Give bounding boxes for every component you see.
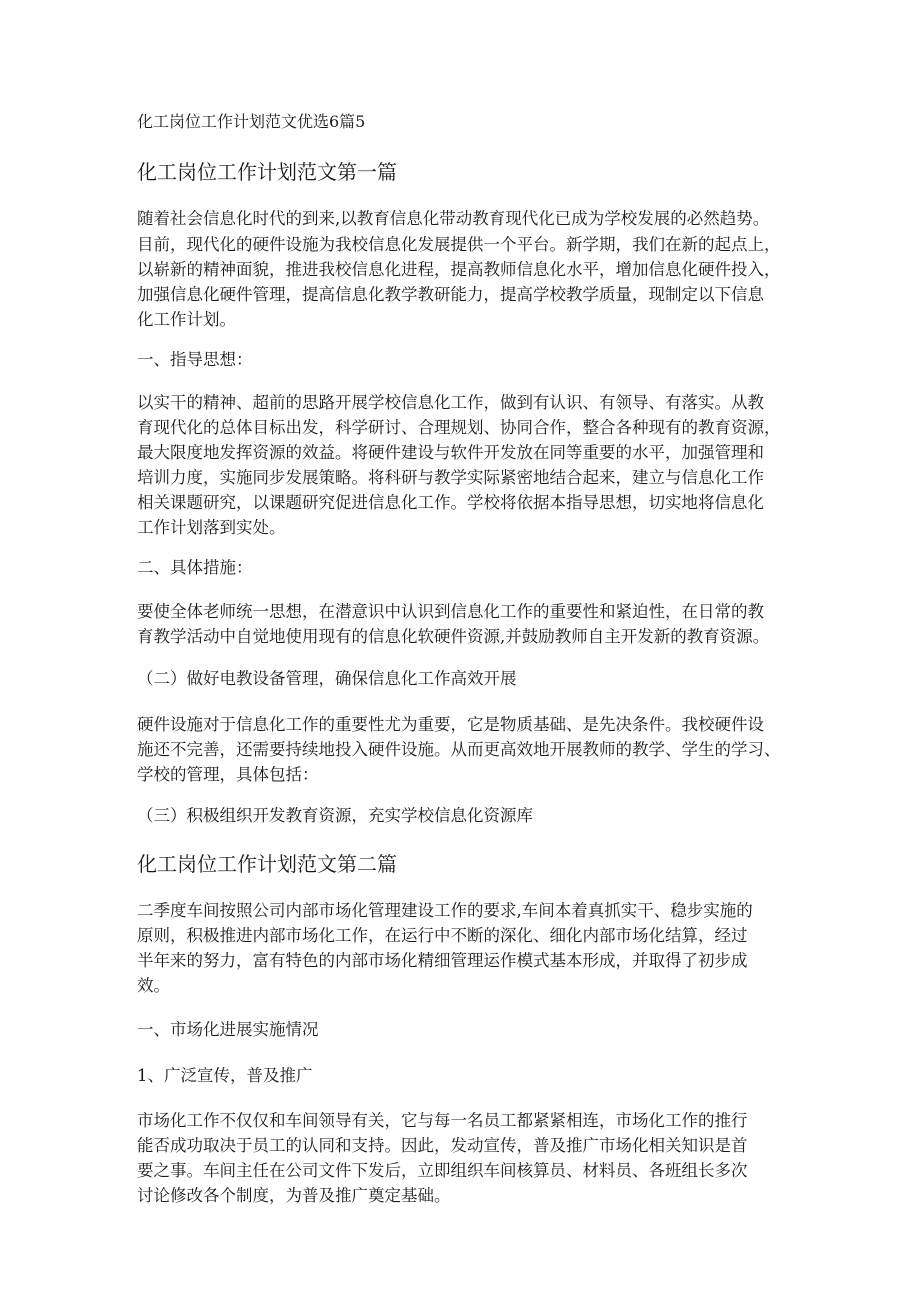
article2-item1-title: 1、广泛宣传，普及推广: [137, 1066, 313, 1085]
article2-intro-line: 二季度车间按照公司内部市场化管理建设工作的要求,车间本着真抓实干、稳步实施的: [137, 901, 753, 920]
article1-sub2-line: 硬件设施对于信息化工作的重要性尤为重要，它是物质基础、是先决条件。我校硬件设: [137, 715, 764, 734]
article2-intro-line: 原则，积极推进内部市场化工作，在运行中不断的深化、细化内部市场化结算，经过: [137, 926, 748, 945]
article1-section1-line: 工作计划落到实处。: [137, 518, 286, 537]
article1-section2-line: 要使全体老师统一思想，在潜意识中认识到信息化工作的重要性和紧迫性，在日常的教: [137, 602, 764, 621]
article2-section1-title: 一、市场化进展实施情况: [137, 1020, 319, 1039]
article1-intro-line: 目前，现代化的硬件设施为我校信息化发展提供一个平台。新学期，我们在新的起点上，: [137, 235, 781, 254]
article2-heading: 化工岗位工作计划范文第二篇: [137, 852, 397, 876]
article1-section1-line: 以实干的精神、超前的思路开展学校信息化工作，做到有认识、有领导、有落实。从教: [137, 393, 764, 412]
article1-section2-title: 二、具体措施：: [137, 558, 253, 577]
article1-section1-line: 最大限度地发挥资源的效益。将硬件建设与软件开发放在同等重要的水平，加强管理和: [137, 443, 764, 462]
article1-section1-title: 一、指导思想：: [137, 350, 253, 369]
article1-section2-line: 育教学活动中自觉地使用现有的信息化软硬件资源,并鼓励教师自主开发新的教育资源。: [137, 627, 770, 646]
article1-intro-line: 加强信息化硬件管理，提高信息化教学教研能力，提高学校教学质量，现制定以下信息: [137, 285, 764, 304]
article1-section1-line: 育现代化的总体目标出发，科学研讨、合理规划、协同合作，整合各种现有的教育资源，: [137, 418, 781, 437]
article1-section1-line: 相关课题研究，以课题研究促进信息化工作。学校将依据本指导思想，切实地将信息化: [137, 493, 764, 512]
article1-intro-line: 以崭新的精神面貌，推进我校信息化进程，提高教师信息化水平，增加信息化硬件投入，: [137, 260, 781, 279]
article1-section1-line: 培训力度，实施同步发展策略。将科研与教学实际紧密地结合起来，建立与信息化工作: [137, 468, 764, 487]
article1-sub2-line: 学校的管理，具体包括：: [137, 765, 319, 784]
article1-sub2-title: （二）做好电教设备管理，确保信息化工作高效开展: [137, 669, 517, 688]
article2-intro-line: 半年来的努力，富有特色的内部市场化精细管理运作模式基本形成，并取得了初步成: [137, 951, 748, 970]
article1-sub3-title: （三）积极组织开发教育资源，充实学校信息化资源库: [137, 806, 533, 825]
article1-intro-line: 随着社会信息化时代的到来,以教育信息化带动教育现代化已成为学校发展的必然趋势。: [137, 209, 770, 228]
article2-item1-line: 市场化工作不仅仅和车间领导有关，它与每一名员工都紧紧相连，市场化工作的推行: [137, 1111, 748, 1130]
article1-heading: 化工岗位工作计划范文第一篇: [137, 160, 397, 184]
document-title: 化工岗位工作计划范文优选6篇5: [137, 112, 366, 131]
article2-intro-line: 效。: [137, 976, 170, 995]
article1-sub2-line: 施还不完善，还需要持续地投入硬件设施。从而更高效地开展教师的教学、学生的学习、: [137, 740, 781, 759]
article2-item1-line: 能否成功取决于员工的认同和支持。因此，发动宣传，普及推广市场化相关知识是首: [137, 1136, 748, 1155]
article2-item1-line: 讨论修改各个制度，为普及推广奠定基础。: [137, 1186, 451, 1205]
article2-item1-line: 要之事。车间主任在公司文件下发后，立即组织车间核算员、材料员、各班组长多次: [137, 1161, 748, 1180]
article1-intro-line: 化工作计划。: [137, 310, 236, 329]
